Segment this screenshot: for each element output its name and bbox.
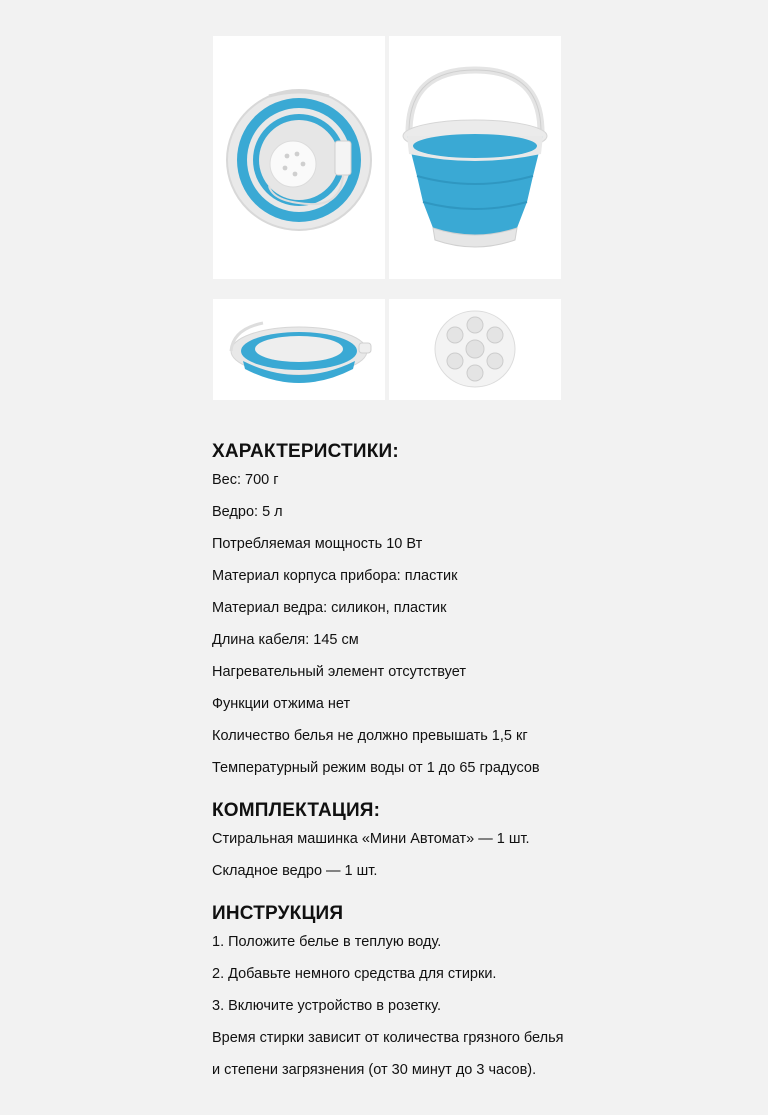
instruction-item: 1. Положите белье в теплую воду. [212,934,442,950]
instructions-title: ИНСТРУКЦИЯ [212,903,344,924]
instruction-item: 3. Включите устройство в розетку. [212,998,442,1014]
instructions-list [212,926,732,1086]
specs-list [212,464,732,784]
instruction-item: и степени загрязнения (от 30 минут до 3 часов). [212,1062,537,1078]
instruction-item: 2. Добавьте немного средства для стирки. [212,966,497,982]
spec-item: Нагревательный элемент отсутствует [212,664,466,680]
spec-item: Длина кабеля: 145 см [212,632,359,648]
product-photo-bucket [389,36,561,279]
instruction-item: Время стирки зависит от количества грязного белья [212,1030,564,1046]
product-photo-top-view [213,36,385,279]
kit-title: КОМПЛЕКТАЦИЯ: [212,800,381,821]
kit-item: Стиральная машинка «Мини Автомат» — 1 шт. [212,831,530,847]
spec-item: Вес: 700 г [212,472,279,488]
activator-image [389,299,561,400]
spec-item: Ведро: 5 л [212,504,283,520]
specs-title: ХАРАКТЕРИСТИКИ: [212,441,399,462]
product-description [212,440,732,1086]
spec-item: Материал корпуса прибора: пластик [212,568,458,584]
spec-item: Материал ведра: силикон, пластик [212,600,447,616]
product-photo-activator [389,299,561,400]
spec-item: Количество белья не должно превышать 1,5 кг [212,728,528,744]
washer-in-bucket-image [213,36,385,279]
kit-list [212,823,732,887]
spec-item: Функции отжима нет [212,696,351,712]
folded-bucket-image [213,299,385,400]
kit-item: Складное ведро — 1 шт. [212,863,378,879]
bucket-image [389,36,561,279]
spec-item: Температурный режим воды от 1 до 65 градусов [212,760,540,776]
spec-item: Потребляемая мощность 10 Вт [212,536,423,552]
product-photo-folded [213,299,385,400]
